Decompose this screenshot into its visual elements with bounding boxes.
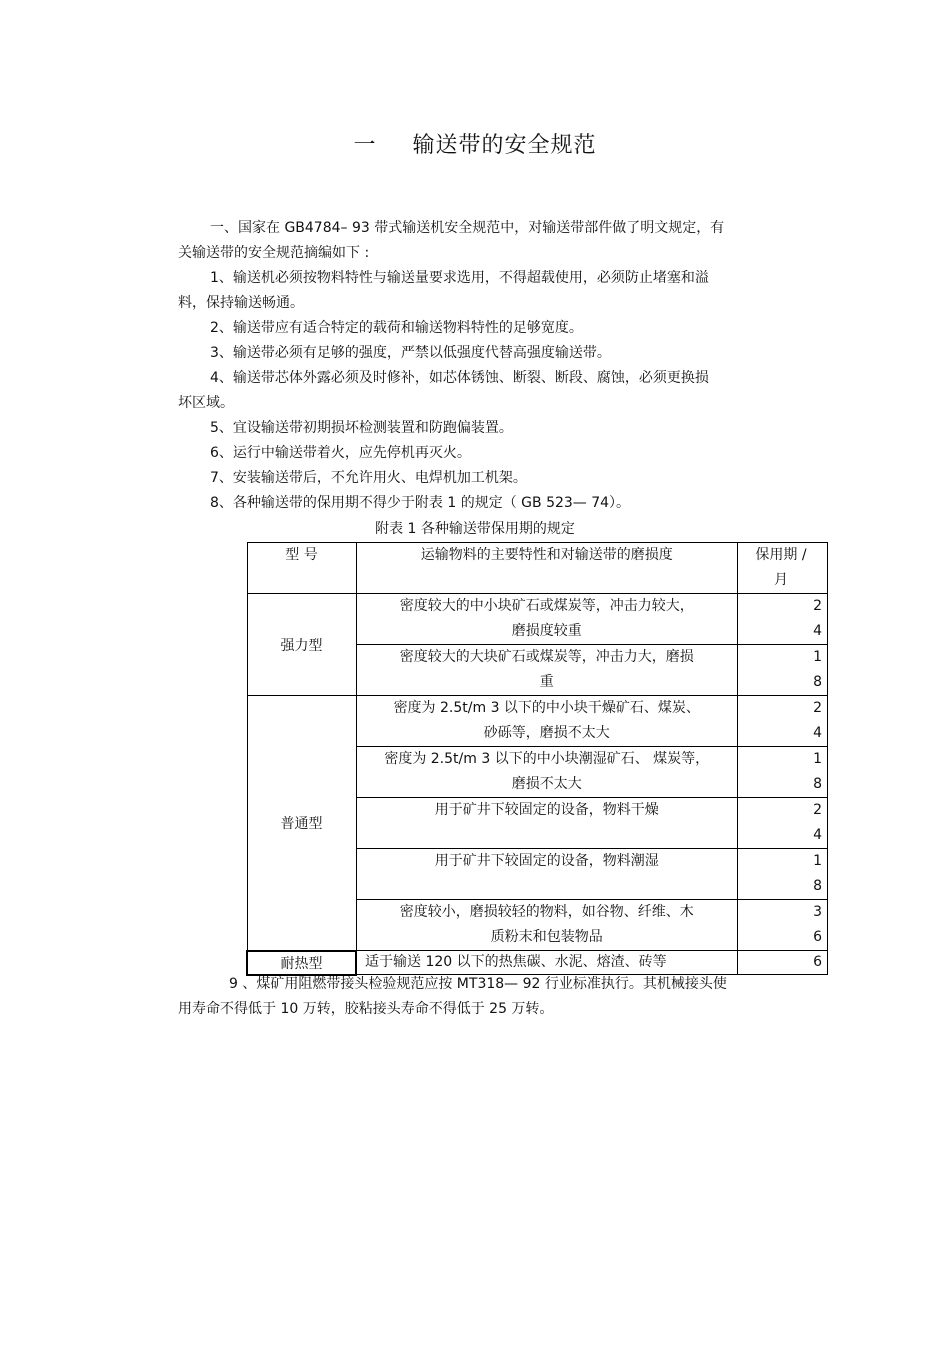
life-digit-1: 1 — [813, 649, 822, 665]
header-life — [738, 543, 828, 594]
title-text: 输送带的安全规范 — [412, 133, 597, 158]
life-digit-2: 8 — [813, 776, 822, 792]
desc-cell — [356, 645, 738, 696]
desc-cell — [356, 594, 738, 645]
table-header-row — [247, 543, 828, 594]
desc-line-1: 密度为 2.5t/m 3 以下的中小块干燥矿石、煤炭、 — [393, 700, 700, 716]
desc-cell — [356, 747, 738, 798]
life-digit-1: 1 — [813, 751, 822, 767]
desc-line-1: 用于矿井下较固定的设备，物料干燥 — [434, 802, 659, 818]
life-digit-1: 2 — [813, 598, 822, 614]
header-desc-text: 运输物料的主要特性和对输送带的磨损度 — [420, 547, 673, 563]
life-cell — [738, 594, 828, 645]
header-life-line-2: 月 — [774, 572, 788, 588]
table-row — [247, 951, 828, 975]
desc-line-1: 适于输送 120 以下的热焦碳、水泥、熔渣、砖等 — [365, 954, 667, 970]
title-number: 一 — [353, 133, 377, 158]
desc-cell — [356, 900, 738, 951]
life-digit-2: 4 — [813, 827, 822, 843]
life-digit-1: 6 — [813, 954, 822, 970]
item-2: 2、输送带应有适合特定的载荷和输送物料特性的足够宽度。 — [210, 320, 583, 336]
desc-line-2: 磨损度较重 — [511, 623, 582, 639]
intro-line-1: 一、国家在 GB4784– 93 带式输送机安全规范中，对输送带部件做了明文规定，有 — [210, 220, 725, 236]
item-8: 8、各种输送带的保用期不得少于附表 1 的规定（ GB 523— 74）。 — [210, 495, 631, 511]
life-cell — [738, 645, 828, 696]
desc-line-2: 砂砾等，磨损不太大 — [483, 725, 610, 741]
desc-line-1: 密度较小，磨损较轻的物料，如谷物、纤维、木 — [399, 904, 694, 920]
life-digit-2: 8 — [813, 674, 822, 690]
footer-line-1: 9 、煤矿用阻燃带接头检验规范应按 MT318— 92 行业标准执行。其机械接头使 — [229, 976, 727, 992]
table-caption: 附表 1 各种输送带保用期的规定 — [375, 521, 575, 537]
table-row — [247, 696, 828, 747]
item-1-line-2: 料，保持输送畅通。 — [178, 295, 304, 311]
table-row — [247, 594, 828, 645]
desc-cell — [356, 798, 738, 849]
life-cell — [738, 696, 828, 747]
desc-line-1: 密度为 2.5t/m 3 以下的中小块潮湿矿石、 煤炭等， — [384, 751, 710, 767]
life-digit-2: 8 — [813, 878, 822, 894]
page-title — [0, 128, 950, 159]
life-digit-2: 4 — [813, 725, 822, 741]
item-6: 6、运行中输送带着火，应先停机再灭火。 — [210, 445, 471, 461]
type-cell-strong: 强力型 — [247, 594, 356, 696]
desc-line-1: 用于矿井下较固定的设备，物料潮湿 — [434, 853, 659, 869]
desc-line-2: 磨损不太大 — [511, 776, 582, 792]
warranty-table — [246, 542, 828, 976]
life-digit-1: 2 — [813, 700, 822, 716]
life-cell — [738, 951, 828, 975]
life-digit-1: 3 — [813, 904, 822, 920]
life-cell — [738, 798, 828, 849]
item-4-line-2: 坏区域。 — [178, 395, 234, 411]
desc-cell — [356, 696, 738, 747]
desc-line-1: 密度较大的大块矿石或煤炭等，冲击力大，磨损 — [399, 649, 694, 665]
intro-line-2: 关输送带的安全规范摘编如下 : — [178, 245, 370, 261]
desc-line-1: 密度较大的中小块矿石或煤炭等，冲击力较大， — [399, 598, 694, 614]
type-cell-normal: 普通型 — [247, 696, 356, 951]
life-cell — [738, 849, 828, 900]
footer-line-2: 用寿命不得低于 10 万转，胶粘接头寿命不得低于 25 万转。 — [178, 1001, 554, 1017]
life-digit-2: 6 — [813, 929, 822, 945]
item-4-line-1: 4、输送带芯体外露必须及时修补，如芯体锈蚀、断裂、断段、腐蚀，必须更换损 — [210, 370, 709, 386]
desc-line-2: 质粉末和包装物品 — [490, 929, 603, 945]
desc-cell — [356, 951, 738, 975]
item-3: 3、输送带必须有足够的强度，严禁以低强度代替高强度输送带。 — [210, 345, 611, 361]
life-digit-1: 1 — [813, 853, 822, 869]
type-cell-heat: 耐热型 — [247, 951, 356, 975]
header-life-line-1: 保用期 / — [755, 547, 807, 563]
life-digit-1: 2 — [813, 802, 822, 818]
header-type: 型 号 — [247, 543, 356, 594]
desc-line-2: 重 — [539, 674, 554, 690]
item-5: 5、宜设输送带初期损坏检测装置和防跑偏装置。 — [210, 420, 513, 436]
header-desc — [356, 543, 738, 594]
desc-cell — [356, 849, 738, 900]
item-1-line-1: 1、输送机必须按物料特性与输送量要求选用，不得超载使用，必须防止堵塞和溢 — [210, 270, 709, 286]
life-cell — [738, 747, 828, 798]
item-7: 7、安装输送带后，不允许用火、电焊机加工机架。 — [210, 470, 527, 486]
life-cell — [738, 900, 828, 951]
life-digit-2: 4 — [813, 623, 822, 639]
